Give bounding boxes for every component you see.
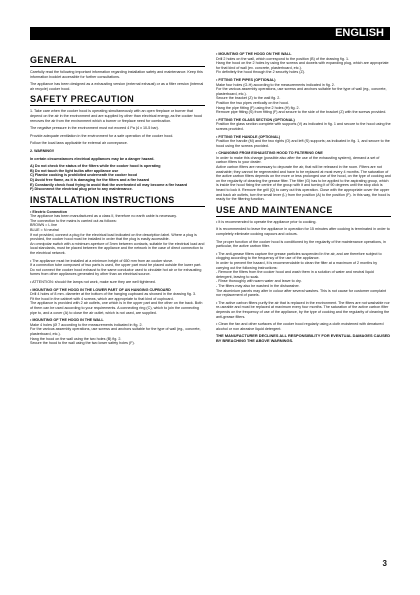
use-title: USE AND MAINTENANCE bbox=[216, 205, 391, 217]
glass-text: Position the glass section complete with supports (V) as indicated in fig. 1 and secure to the hood using the screws provided. bbox=[216, 122, 391, 131]
change-text: Active carbon filters are necessary to depurate the air, that will be released in the room. Filters are not washable; they cannot be regenerated and have to be replaced at most every 4 months. The saturation of the active carbon filters depends on the more or less prolonged use of the hood, on the type of cooking and on the regularity of cleaning the grease filter. The filter (G) has to be applied to the aspirating group, which is inside the hood fixing the centre of the group with it and turning it of 90 degrees until the stop click is heard to lock it. Remove the grill (Q) to carry out this operation. Close with the appropriate cover the upper and back air outlets, turn the small lever (L) from the position (A) to the position (F). In this way, the hood is ready for the filtering function. bbox=[216, 165, 391, 202]
general-paragraph: Carefully read the following important information regarding installation safety and maintenance. Keep this information booklet accessible for further consultations. bbox=[30, 70, 203, 79]
list-item: E) Constantly check food frying to avoid that the overheated oil may become a fire hazard bbox=[30, 182, 188, 187]
change-text: In order to make this change (possible also after the use of the exhausting system), demand a set of carbon filters to your dealer. bbox=[216, 155, 380, 165]
electric-heading: • Electric Connection bbox=[30, 209, 67, 214]
pipes-text: Remove pipe fitting (S) from fitting (F) and secure to the side of the bracket (Z) with the screws provided. bbox=[216, 110, 387, 115]
list-item: A) Do not check the status of the filters while the cooker hood is operating bbox=[30, 164, 161, 169]
warning-heading: 2. WARNING!! bbox=[30, 148, 55, 153]
wall-mount-text: Make 4 holes (Ø 7 according to the measurements indicated in fig. 2. bbox=[30, 322, 143, 327]
glass-heading: • FITTING THE GLASS SECTION (OPTIONAL) bbox=[216, 117, 295, 122]
use-text: In order to prevent fire hazard, it is recommendable to clean the filter at a maximum of 2 months by carrying out the following instructions: bbox=[216, 260, 378, 270]
wall-mount-text: Secure the hood to the wall using the two lower safety holes (F). bbox=[30, 341, 135, 346]
handle-heading: • FITTING THE HANDLE (OPTIONAL) bbox=[216, 134, 280, 139]
electric-text: The appliance has been manufactured as a class II, therefore no earth cable is necessary. bbox=[30, 214, 177, 219]
right-column bbox=[216, 52, 391, 347]
pipes-heading: • FITTING THE PIPES (OPTIONAL) bbox=[216, 77, 276, 82]
use-paragraph: It is recommended to leave the appliance in operation for 15 minutes after cooking is terminated in order to completely eliminate cooking vapours and odours. bbox=[216, 227, 390, 236]
use-paragraph: • It is recommended to operate the appliance prior to cooking. bbox=[216, 219, 317, 224]
wall-hood-text: Fix definitely the hood through the 2 security holes (Z). bbox=[216, 70, 305, 75]
wall-mount-text: For the various assembly operations, use screws and anchors suitable for the type of wall (eg., concrete, plasterboard, etc.). bbox=[30, 327, 201, 336]
height-section bbox=[30, 259, 205, 277]
change-section bbox=[216, 151, 391, 202]
wall-mount-text: Hang the hood on the wall using the two holes (B) fig. 2. bbox=[30, 336, 122, 341]
safety-paragraph: Follow the local laws applicable for external air conveyance. bbox=[30, 141, 128, 146]
use-text: The aluminium panels may alter in colour after several washes. This is not cause for customer complaint nor replacement of panels. bbox=[216, 288, 387, 298]
page-number: 3 bbox=[382, 559, 387, 568]
electric-text: If not provided, connect a plug for the electrical load indicated on the description label. Where a plug is provided, the cooker hood must be installed in order that the plug is easily accessible. bbox=[30, 232, 197, 242]
handle-text: Position the handle (M) and the two rights (O) and left (S) supports; as indicated in fig. 1, and secure to the hood using the screws provided. bbox=[216, 139, 390, 148]
lower-mount-section bbox=[30, 288, 205, 316]
safety-paragraph: 1. Take care when the cooker hood is operating simultaneously with an open fireplace or burner that depend on the air in the environment and are supplied by other than electrical energy, as the cooker hood removes the air from the environment which a burner or fireplace need for combustion. bbox=[30, 109, 202, 123]
electric-section bbox=[30, 210, 205, 256]
use-text: - The filters may also be washed in the dishwasher. bbox=[216, 283, 300, 288]
handle-section bbox=[216, 135, 391, 149]
lower-mount-heading: • MOUNTING OF THE HOOD IN THE LOWER PART OF AN HANGING CUPBOARD bbox=[30, 287, 171, 292]
electric-text: BLUE = N neutral bbox=[30, 228, 59, 233]
electric-text: BROWN = L line bbox=[30, 223, 58, 228]
change-heading: • CHANGING FROM EXHAUSTING HOOD TO FILTERING ONE bbox=[216, 151, 323, 156]
use-paragraph: • The active carbon filters purify the air that is replaced in the environment. The filters are not washable nor re-useable and must be replaced at maximum every four months. The saturation of the active carbon filter depends on the frequency of use of the appliance, by the type of cooking and the regularity of cleaning the anti-grease filters. bbox=[216, 300, 390, 319]
wall-mount-section bbox=[30, 318, 205, 346]
wall-hood-text: Drill 2 holes on the wall, which correspond to the position (B) of the drawing fig. 1. bbox=[216, 56, 350, 61]
wall-hood-section bbox=[216, 52, 391, 75]
list-item: D) Avoid free flame, as it is damaging for the filters and a fire hazard bbox=[30, 177, 150, 182]
use-paragraph: • Clean the fan and other surfaces of the cooker hood regularly using a cloth moistened with denatured alcohol or non abrasive liquid detergent. bbox=[216, 322, 384, 331]
pipes-text: Position the two pipes vertically on the hood. bbox=[216, 100, 289, 105]
pipes-section bbox=[216, 78, 391, 115]
lower-mount-text: Fit the hood in the cabinet with 4 screws, which are appropriate to that kind of cupboard. bbox=[30, 296, 174, 301]
warning-list bbox=[30, 164, 205, 192]
grease-section bbox=[216, 252, 391, 298]
safety-paragraph: The negative pressure in the environment must not exceed 4 Pa (4 x 10-5 bar). bbox=[30, 126, 159, 131]
lower-mount-text: Drill 4 holes of 8 mm. diameter at the bottom of the hanging cupboard as showed in the drawing fig. 3. bbox=[30, 292, 197, 297]
height-text: Do not connect the cooker hood exhaust to the same conductor used to circulate hot air or for exhausting fumes from other appliances generated by other than an electrical source. bbox=[30, 267, 202, 277]
language-header: ENGLISH bbox=[30, 27, 390, 40]
height-text: If a connection tube composed of two parts is used, the upper part must be placed outside the lower part. bbox=[30, 263, 202, 268]
wall-hood-heading: • MOUNTING OF THE HOOD ON THE WALL bbox=[216, 52, 292, 56]
safety-title: SAFETY PRECAUTION bbox=[30, 94, 205, 106]
use-text: - Remove the filters from the cooker hood and wash them in a solution of water and neutral liquid detergent, leaving to soak. bbox=[216, 270, 374, 279]
pipes-text: For the various assembly operations, use screws and anchors suitable for the type of wall (eg., concrete, plasterboard, etc.). bbox=[216, 87, 387, 96]
install-title: INSTALLATION INSTRUCTIONS bbox=[30, 195, 205, 207]
wall-hood-text: Hang the hood on the 2 holes by using the screws and dowels with expanding plug, which are appropriate for that kind of wall (ex. concrete, plasterboard, etc.). bbox=[216, 61, 389, 70]
pipes-text: Hang the pipe fitting (F) using the 2 holes (H) fig. 2. bbox=[216, 105, 300, 110]
warning-text: In certain circumstances electrical appliances may be a danger hazard. bbox=[30, 156, 155, 161]
pipes-text: Secure the bracket (Z) to the wall fig. 2. bbox=[216, 96, 281, 101]
list-item: F) Disconnect the electrical plug prior to any maintenance. bbox=[30, 187, 133, 192]
use-text: - Rinse thoroughly with warm water and leave to dry. bbox=[216, 279, 302, 284]
use-text: • The anti-grease filters capture the grease particles suspended in the air, and are therefore subject to clogging according to the frequency of the use of the appliance. bbox=[216, 251, 382, 261]
attention-note: • ATTENTION: should the lamps not work, make sure they are well tightened. bbox=[30, 280, 156, 284]
pipes-text: Make four holes (G-H) according to the measurements indicated in fig. 2. bbox=[216, 82, 335, 87]
glass-section bbox=[216, 118, 391, 132]
list-item: B) Do not touch the light bulbs after appliance use bbox=[30, 168, 119, 173]
wall-mount-heading: • MOUNTING OF THE HOOD IN THE WALL bbox=[30, 318, 104, 323]
left-column bbox=[30, 52, 205, 349]
general-title: GENERAL bbox=[30, 55, 205, 67]
electric-text: An omnipolar switch with a minimum aperture of 3mm between contacts, suitable for the electrical load and local standards, must be placed between the appliance and the network in the case of direct connection to the electrical network. bbox=[30, 241, 205, 256]
electric-text: The connection to the mains is carried out as follows: bbox=[30, 218, 117, 223]
list-item: C) Flambe cooking is prohibited underneath the cooker hood bbox=[30, 173, 137, 178]
use-paragraph: The proper function of the cooker hood is conditioned by the regularity of the maintenance operations, in particular, the active carbon filter. bbox=[216, 239, 386, 249]
safety-paragraph: Provide adequate ventilation in the environment for a safe operation of the cooker hood. bbox=[30, 133, 174, 138]
lower-mount-text: The appliance is provided with 2 air outlets, one which is in the upper part and the other on the back. Both of them can be used according to your requirements. A connecting ring (C), which to join the connecting pipe to, and a cover (A) to close the air outlet, which is not used, are supplied. bbox=[30, 301, 203, 315]
general-paragraph: The appliance has been designed as a exhausting version (external exhaust) or as a filter version (internal air recycle) cooker hood. bbox=[30, 82, 204, 91]
manufacturer-disclaimer: THE MANUFACTURER DECLINES ALL RESPONSIBILITY FOR EVENTUAL DAMAGES CAUSED BY BREACHING THE ABOVE WARNINGS. bbox=[216, 333, 391, 344]
height-text: • The appliance must be installed at a minimum height of 650 mm from an cooker stove. bbox=[30, 258, 174, 263]
